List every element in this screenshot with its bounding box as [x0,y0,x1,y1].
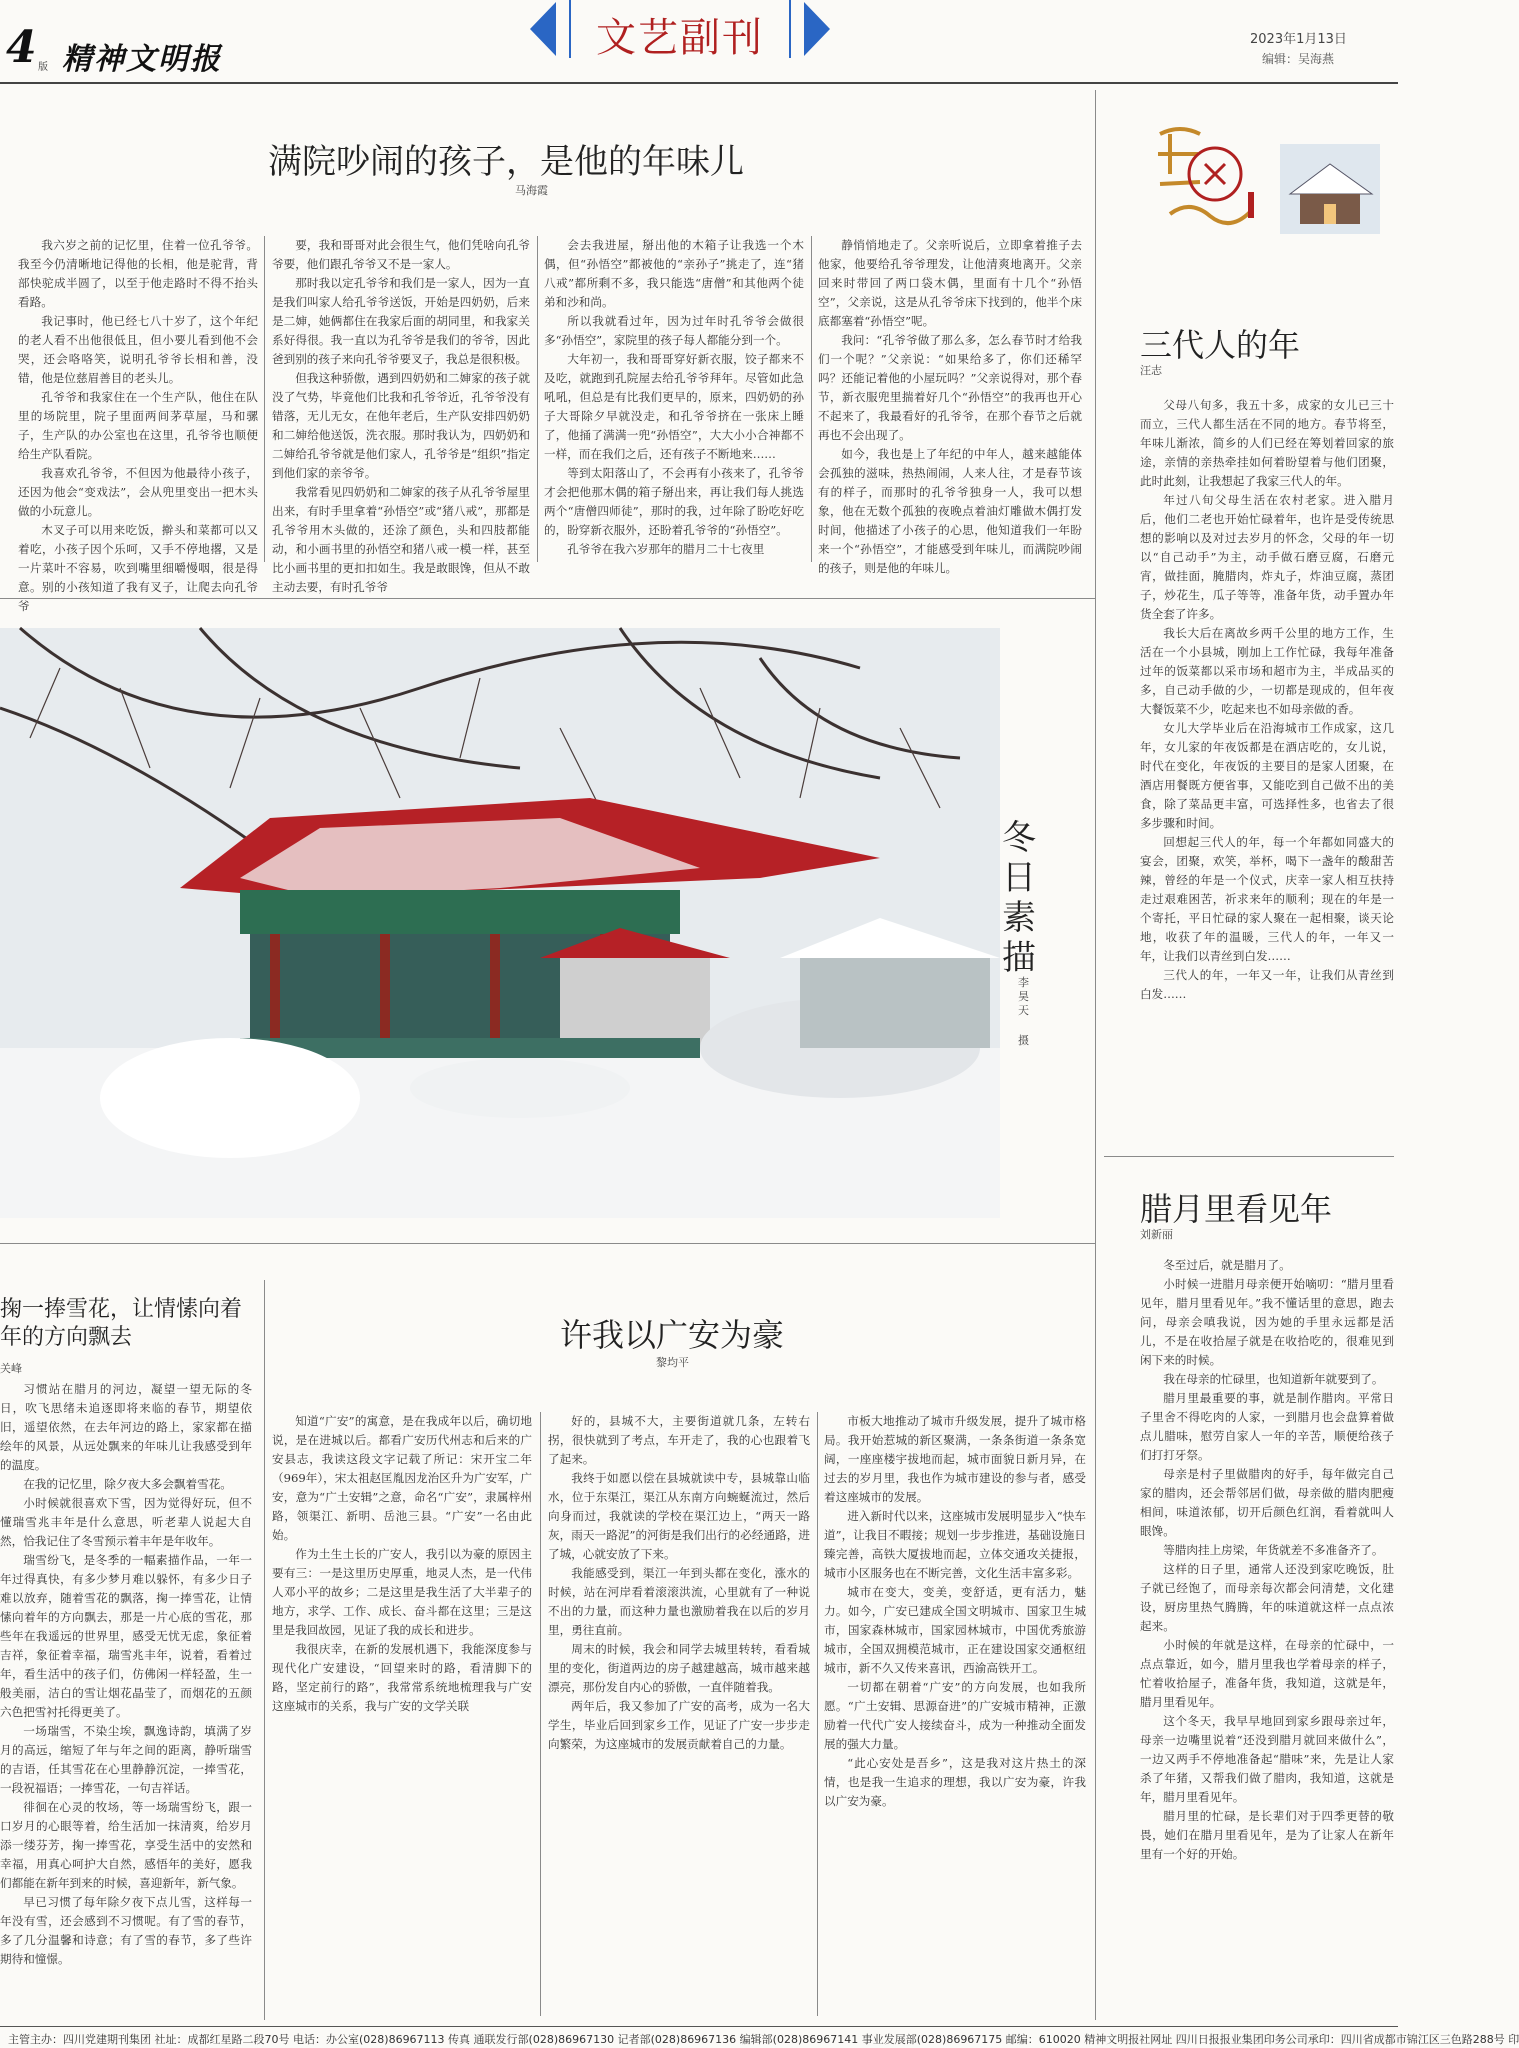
arrow-left-icon [530,2,556,56]
article-paragraph: 冬至过后，就是腊月了。 [1163,1258,1291,1272]
column-divider [540,1412,541,2016]
photo-title: 冬日素描 [1002,818,1036,978]
article-paragraph: 徘徊在心灵的牧场，等一场瑞雪纷飞，跟一口岁月的心眼等着，给生活加一抹清爽，给岁月添一缕芬芳，掬一捧雪花，享受生活中的安然和幸福，用真心呵护大自然，感悟年的美好，愿我们都能在新年到来的时候，喜迎新年，新气象。 [0,1800,252,1890]
article-column-guangan-3 [824,1412,1086,2016]
article-column-main-3 [544,236,804,562]
article-paragraph: 父母八旬多，我五十多，成家的女儿已三十而立，三代人都生活在不同的地方。春节将至，年味儿渐浓，简乡的人们已经在筹划着回家的旅途，亲情的亲热牵挂如何着盼望着与他们团聚，此时此刻，让我想起了我家三代人的年。 [1140,398,1394,488]
article-paragraph: 这个冬天，我早早地回到家乡跟母亲过年，母亲一边嘴里说着“还没到腊月就回来做什么”，一边又两手不停地准备起“腊味”来，先是让人家杀了年猪，又帮我们做了腊肉，我知道，这就是年，腊月里看见年。 [1140,1714,1394,1804]
article-paragraph: 腊月里的忙碌，是长辈们对于四季更替的敬畏，她们在腊月里看见年，是为了让家人在新年里有一个好的开始。 [1140,1809,1394,1861]
issue-date: 2023年1月13日 [1250,32,1347,47]
article-paragraph: 进入新时代以来，这座城市发展明显步入“快车道”，让我目不暇接；规划一步步推进，基础设施日臻完善，高铁大厦拔地而起，立体交通攻关捷报，城市小区服务也在不断完善，文化生活丰富多彩。 [824,1509,1086,1580]
article-paragraph: 孔爷爷和我家住在一个生产队，他住在队里的场院里，院子里面两间茅草屋，马和骡子，生产队的办公室也在这里，孔爷爷也顺便给生产队看院。 [18,390,258,461]
article-paragraph: 知道“广安”的寓意，是在我成年以后，确切地说，是在进城以后。都看广安历代州志和后来的广安县志，我读这段文字记载了所记：宋开宝二年（969年），宋太祖赵匡胤因龙治区升为广安军，广安，意为“广土安辑”之意，命名“广安”，隶属梓州路，领渠江、新明、岳池三县。“广安”一名由此始。 [272,1414,532,1542]
newspaper-masthead: 精神文明报 [62,42,222,77]
article-paragraph: 那时我以定孔爷爷和我们是一家人，因为一直是我们叫家人给孔爷爷送饭，开始是四奶奶，后来是二婶，她俩都住在我家后面的胡同里，和我家关系好得很。我一直以为孔爷爷是我们的爷爷，因此爸到别的孩子来向孔爷爷要叉子，我总是很积极。 [272,276,530,366]
article-paragraph: 三代人的年，一年又一年，让我们从青丝到白发…… [1140,968,1394,1001]
column-divider [264,236,265,562]
article-paragraph: 要，我和哥哥对此会很生气，他们凭啥向孔爷爷要，他们跟孔爷爷又不是一家人。 [272,238,530,271]
article-paragraph: 腊月里最重要的事，就是制作腊肉。平常日子里舍不得吃肉的人家，一到腊月也会盘算着做点儿腊味，慰劳自家人一年的辛苦，顺便给孩子们打打牙祭。 [1140,1391,1394,1462]
article-paragraph: 在我的记忆里，除夕夜大多会飘着雪花。 [23,1477,232,1491]
photo-author: 李昊天 [1018,976,1029,1017]
article-paragraph: 小时候一进腊月母亲便开始嘀叨：“腊月里看见年，腊月里看见年。”我不懂话里的意思，跑去问，母亲会嗔我说，因为她的手里永远都是活儿，不是在收拾屋子就是在收拾吃的，很难见到闲下来的时候。 [1140,1277,1394,1367]
article-paragraph: 好的，县城不大，主要街道就几条，左转右拐，很快就到了考点，车开走了，我的心也跟着飞了起来。 [548,1414,810,1466]
article-paragraph: 早已习惯了每年除夕夜下点儿雪，这样每一年没有雪，还会感到不习惯呢。有了雪的春节，多了几分温馨和诗意；有了雪的春节，多了些许期待和憧憬。 [0,1895,252,1966]
article-paragraph: 我在母亲的忙碌里，也知道新年就要到了。 [1163,1372,1384,1386]
article-paragraph: 一场瑞雪，不染尘埃，飘逸诗韵，填满了岁月的高远，缩短了年与年之间的距离，静听瑞雪的吉语，任其雪花在心里静静沉淀，一捧雪花，一段祝福语；一捧雪花，一句吉祥话。 [0,1724,252,1795]
article-paragraph: 我很庆幸，在新的发展机遇下，我能深度参与现代化广安建设，“回望来时的路，看清脚下的路，坚定前行的路”，我常常系统地梳理我与广安这座城市的关系，我与广安的文学关联 [272,1642,532,1713]
article-byline-snow: 关峰 [0,1362,22,1375]
editor-credit: 编辑：吴海燕 [1262,52,1335,66]
article-column-main-4 [818,236,1082,575]
article-paragraph: 我问：“孔爷爷做了那么多，怎么春节时才给我们一个呢？”父亲说：“如果给多了，你们还稀罕吗？还能记着他的小屋玩吗？”父亲说得对，那个春节，新衣服兜里揣着好几个“孙悟空”的我再也开心不起来了，我最看好的孔爷爷，在那个春节之后就再也不会出现了。 [818,333,1082,442]
column-divider [264,1280,265,2020]
article-paragraph: 我能感受到，渠江一年到头都在变化，涨水的时候，站在河岸看着滚滚洪流，心里就有了一种说不出的力量，而这种力量也激励着我在以后的岁月里，勇往直前。 [548,1566,810,1637]
article-paragraph: 市板大地推动了城市升级发展，提升了城市格局。我开始惹城的新区聚满，一条条街道一条条宽阔，一座座楼宇拔地而起，城市面貌日新月异，在过去的岁月里，我也作为城市建设的参与者，感受着这座城市的发展。 [824,1414,1086,1504]
article-paragraph: 我长大后在离故乡两千公里的地方工作，生活在一个小县城，刚加上工作忙碌，我每年准备过年的饭菜都以采市场和超市为主，半成品买的多，自己动手做的少，一切都是现成的，但年夜大餐饭菜不少，吃起来也不如母亲做的香。 [1140,626,1394,716]
article-byline-main: 马海霞 [515,184,548,197]
article-paragraph: 但我这种骄傲，遇到四奶奶和二婶家的孩子就没了气势，毕竟他们比我和孔爷爷近，孔爷爷没有错落，无儿无女，在他年老后，生产队安排四奶奶和二婶给他送饭，洗衣服。那时我认为，四奶奶和二婶给孔爷爷就是他们家人，孔爷爷是“组织”指定到他们家的亲爷爷。 [272,371,530,480]
page-number: 4 [6,22,37,73]
article-byline-three-gen: 汪志 [1140,364,1162,377]
article-paragraph: 木叉子可以用来吃饭，擀头和菜都可以又着吃，小孩子因个乐呵，又手不停地撂，又是一片菜叶不容易，吹到嘴里细嚼慢咽，很是得意。别的小孩知道了我有叉子，让爬去向孔爷爷 [18,523,258,613]
section-divider [0,1243,1095,1244]
article-paragraph: 等腊肉挂上房梁，年货就差不多准备齐了。 [1163,1543,1384,1557]
article-paragraph: 母亲是村子里做腊肉的好手，每年做完自己家的腊肉，还会帮邻居们做，母亲做的腊肉肥瘦相间，味道浓郁，切开后颜色红润，看着就叫人眼馋。 [1140,1467,1394,1538]
section-title: 文艺副刊 [596,15,764,61]
section-divider [0,598,1095,599]
article-paragraph: 等到太阳落山了，不会再有小孩来了，孔爷爷才会把他那木偶的箱子掰出来，再让我们每人挑选两个“唐僧四师徒”，那时的我，过年除了盼吃好吃的，盼穿新衣服外，还盼着孔爷爷的“孙悟空”。 [544,466,804,537]
article-paragraph: 一切都在朝着“广安”的方向发展，也如我所愿。“广土安辑、思源奋进”的广安城市精神，正激励着一代代广安人接续奋斗，成为一种推动全面发展的强大力量。 [824,1680,1086,1751]
article-paragraph: 小时候的年就是这样，在母亲的忙碌中，一点点靠近，如今，腊月里我也学着母亲的样子，忙着收拾屋子，准备年货，我知道，这就是年，腊月里看见年。 [1140,1638,1394,1709]
article-title-three-gen: 三代人的年 [1140,326,1301,364]
article-paragraph: 我终于如愿以偿在县城就读中专，县城靠山临水，位于东渠江，渠江从东南方向蜿蜒流过，然后向身而过，我就读的学校在渠江边上，“两天一路灰，雨天一路泥”的河街是我们出行的必经通路，进了城，心就安放了下来。 [548,1471,810,1561]
article-paragraph: 周末的时候，我会和同学去城里转转，看看城里的变化，街道两边的房子越建越高，城市越来越漂亮，那份发自内心的骄傲，一直伴随着我。 [548,1642,810,1694]
column-divider [1095,90,1096,2020]
article-byline-guangan: 黎均平 [656,1356,689,1369]
article-column-snow [0,1380,252,2016]
column-divider [537,236,538,562]
header-divider [0,82,1398,84]
article-paragraph: 所以我就看过年，因为过年时孔爷爷会做很多“孙悟空”，家院里的孩子每人都能分到一个。 [544,314,804,347]
article-title-guangan: 许我以广安为豪 [560,1316,785,1354]
column-divider [811,236,812,562]
article-paragraph: 习惯站在腊月的河边，凝望一望无际的冬日，吹飞思绪未追逐即将来临的春节，期望依旧，遥望依然，在去年河边的路上，家家都在描绘年的风景，从远处飘来的年味儿让我感受到年的温度。 [0,1382,252,1472]
article-paragraph: 年过八旬父母生活在农村老家。进入腊月后，他们二老也开始忙碌着年，也许是受传统思想的影响以及对过去岁月的怀念，父母的年一切以“自己动手”为主，动手做石磨豆腐，石磨元宵，做挂面，腌腊肉，炸丸子，炸油豆腐，蒸团子，炒花生，瓜子等等，准备年货，动手置办年货全套了许多。 [1140,493,1394,621]
article-paragraph: 会去我进屋，掰出他的木箱子让我选一个木偶，但“孙悟空”都被他的“亲孙子”挑走了，连“猪八戒”都所剩不多，我只能选“唐僧”和其他两个徒弟和沙和尚。 [544,238,804,309]
article-paragraph: 如今，我也是上了年纪的中年人，越来越能体会孤独的滋味，热热闹闹，人来人往，才是春节该有的样子，而那时的孔爷爷独身一人，我可以想象，他在无数个孤独的夜晚点着油灯雕做木偶打发时间，他描述了小孩子的心思，他知道我们一年盼来一个“孙悟空”，才能感受到年味儿，而满院吵闹的孩子，则是他的年味儿。 [818,447,1082,575]
article-paragraph: 这样的日子里，通常人还没到家吃晚饭，肚子就已经饱了，而母亲每次都会问清楚，文化建设，厨房里热气腾腾，年的味道就这样一点点浓起来。 [1140,1562,1394,1633]
article-column-guangan-2 [548,1412,810,2016]
article-paragraph: 大年初一，我和哥哥穿好新衣服，饺子都来不及吃，就跑到孔院屋去给孔爷爷拜年。尽管如此急吼吼，但总是有比我们更早的，原来，四奶奶的孙子大哥除夕早就没走，和孔爷爷挤在一张床上睡了，他捅了满满一兜“孙悟空”，大大小小合神都不一样，而在我们之后，还有孩子不断地来…… [544,352,804,461]
page-number-suffix: 版 [38,62,48,73]
article-column-guangan-1 [272,1412,532,2016]
winter-photo [0,628,1000,1218]
photo-credit-suffix: 摄 [1018,1034,1029,1047]
article-paragraph: 我记事时，他已经七八十岁了，这个年纪的老人看不出他很低且，但小要儿看到他不会哭，还会咯咯笑，说明孔爷爷长相和善，没错，他是位慈眉善目的老头儿。 [18,314,258,385]
article-paragraph: 小时候就很喜欢下雪，因为觉得好玩，但不懂瑞雪兆丰年是什么意思，听老辈人说起大自然，恰我记住了冬雪预示着丰年是年收年。 [0,1496,252,1548]
article-column-three-gen [1140,396,1394,1172]
arrow-right-icon [804,2,830,56]
article-paragraph: “此心安处是吾乡”，这是我对这片热土的深情，也是我一生追求的理想，我以广安为豪，许我以广安为豪。 [824,1756,1086,1808]
article-paragraph: 我六岁之前的记忆里，住着一位孔爷爷。我至今仍清晰地记得他的长相，他是驼背，背部快驼成半圆了，以至于他走路时不得不抬头看路。 [18,238,258,309]
article-paragraph: 城市在变大，变美，变舒适，更有活力，魅力。如今，广安已建成全国文明城市、国家卫生城市，国家森林城市，国家园林城市，中国优秀旅游城市，全国双拥模范城市，正在建设国家交通枢纽城市，新不久又传来喜讯，西渝高铁开工。 [824,1585,1086,1675]
article-paragraph: 我喜欢孔爷爷，不但因为他最待小孩子，还因为他会“变戏法”，会从兜里变出一把木头做的小玩意儿。 [18,466,258,518]
article-title-main: 满院吵闹的孩子，是他的年味儿 [268,142,744,182]
column-divider [817,1412,818,2016]
article-paragraph: 作为土生土长的广安人，我引以为豪的原因主要有三：一是这里历史厚重，地灵人杰，是一代伟人邓小平的故乡；二是这里是我生活了大半辈子的地方，求学、工作、成长、奋斗都在这里；三是这里是我回故园，见证了我的成长和进步。 [272,1547,532,1637]
five-flavors-logo [1140,104,1390,244]
article-column-main-1 [18,236,258,613]
article-title-layue: 腊月里看见年 [1140,1190,1333,1228]
article-title-snow: 掬一捧雪花，让情愫向着年的方向飘去 [0,1297,243,1350]
article-paragraph: 瑞雪纷飞，是冬季的一幅素描作品，一年一年过得真快，有多少梦月难以躲怀，有多少日子难以放弃，随着雪花的飘落，掬一捧雪花，让情愫向着年的方向飘去，那是一片心底的雪花，那些年在我遥远的世界里，感受无忧无虑，象征着吉祥，象征着幸福，瑞雪兆丰年，说着，看着过年，看生活中的孩子们，仿佛闲一样轻盈，生一般美丽，洁白的雪让烟花晶莹了，而烟花的五颜六色把雪衬托得更美了。 [0,1553,252,1719]
article-paragraph: 静悄悄地走了。父亲听说后，立即拿着推子去他家，他要给孔爷爷理发，让他清爽地离开。父亲回来时带回了两口袋木偶，里面有十几个“孙悟空”，父亲说，这是从孔爷爷床下找到的，他半个床底都塞着“孙悟空”呢。 [818,238,1082,328]
article-paragraph: 回想起三代人的年，每一个年都如同盛大的宴会，团聚，欢笑，举杯，喝下一盏年的酸甜苦辣，曾经的年是一个仪式，庆幸一家人相互扶持走过艰难困苦，祈求来年的顺利；现在的年是一个寄托，平日忙碌的家人聚在一起相聚，谈天论地，收获了年的温暖，三代人的年，一年又一年，让我们以青丝到白发…… [1140,835,1394,963]
article-column-main-2 [272,236,530,594]
article-byline-layue: 刘新丽 [1140,1228,1173,1241]
article-paragraph: 我常看见四奶奶和二婶家的孩子从孔爷爷屋里出来，有时手里拿着“孙悟空”或“猪八戒”，那都是孔爷爷用木头做的，还涂了颜色，头和四肢都能动，和小画书里的孙悟空和猪八戒一模一样，甚至比小画书里的更扣扣如生。我是敢眼馋，但从不敢主动去要，有时孔爷爷 [272,485,530,594]
article-paragraph: 女儿大学毕业后在沿海城市工作成家，这几年，女儿家的年夜饭都是在酒店吃的，女儿说，时代在变化，年夜饭的主要目的是家人团聚，在酒店用餐既方便省事，又能吃到自己做不出的美食，除了菜品更丰富，可选择性多，也省去了很多步骤和时间。 [1140,721,1394,830]
section-divider [1104,1156,1394,1157]
article-column-layue [1140,1256,1394,2016]
article-paragraph: 两年后，我又参加了广安的高考，成为一名大学生，毕业后回到家乡工作，见证了广安一步步走向繁荣，为这座城市的发展贡献着自己的力量。 [548,1699,810,1751]
article-paragraph: 孔爷爷在我六岁那年的腊月二十七夜里 [567,542,765,556]
footer-imprint: 主管主办：四川党建期刊集团 社址：成都红星路二段70号 电话：办公室(028)86967113 传真 通联发行部(028)86967130 记者部(028)86967136 编辑部(028)86967141 事业发展部(028)86967175 邮编：610020 精神文明报社网址 四川日报报业集团印务公司承印：四川省成都市锦江区三色路288号 印 [0,2026,1398,2048]
